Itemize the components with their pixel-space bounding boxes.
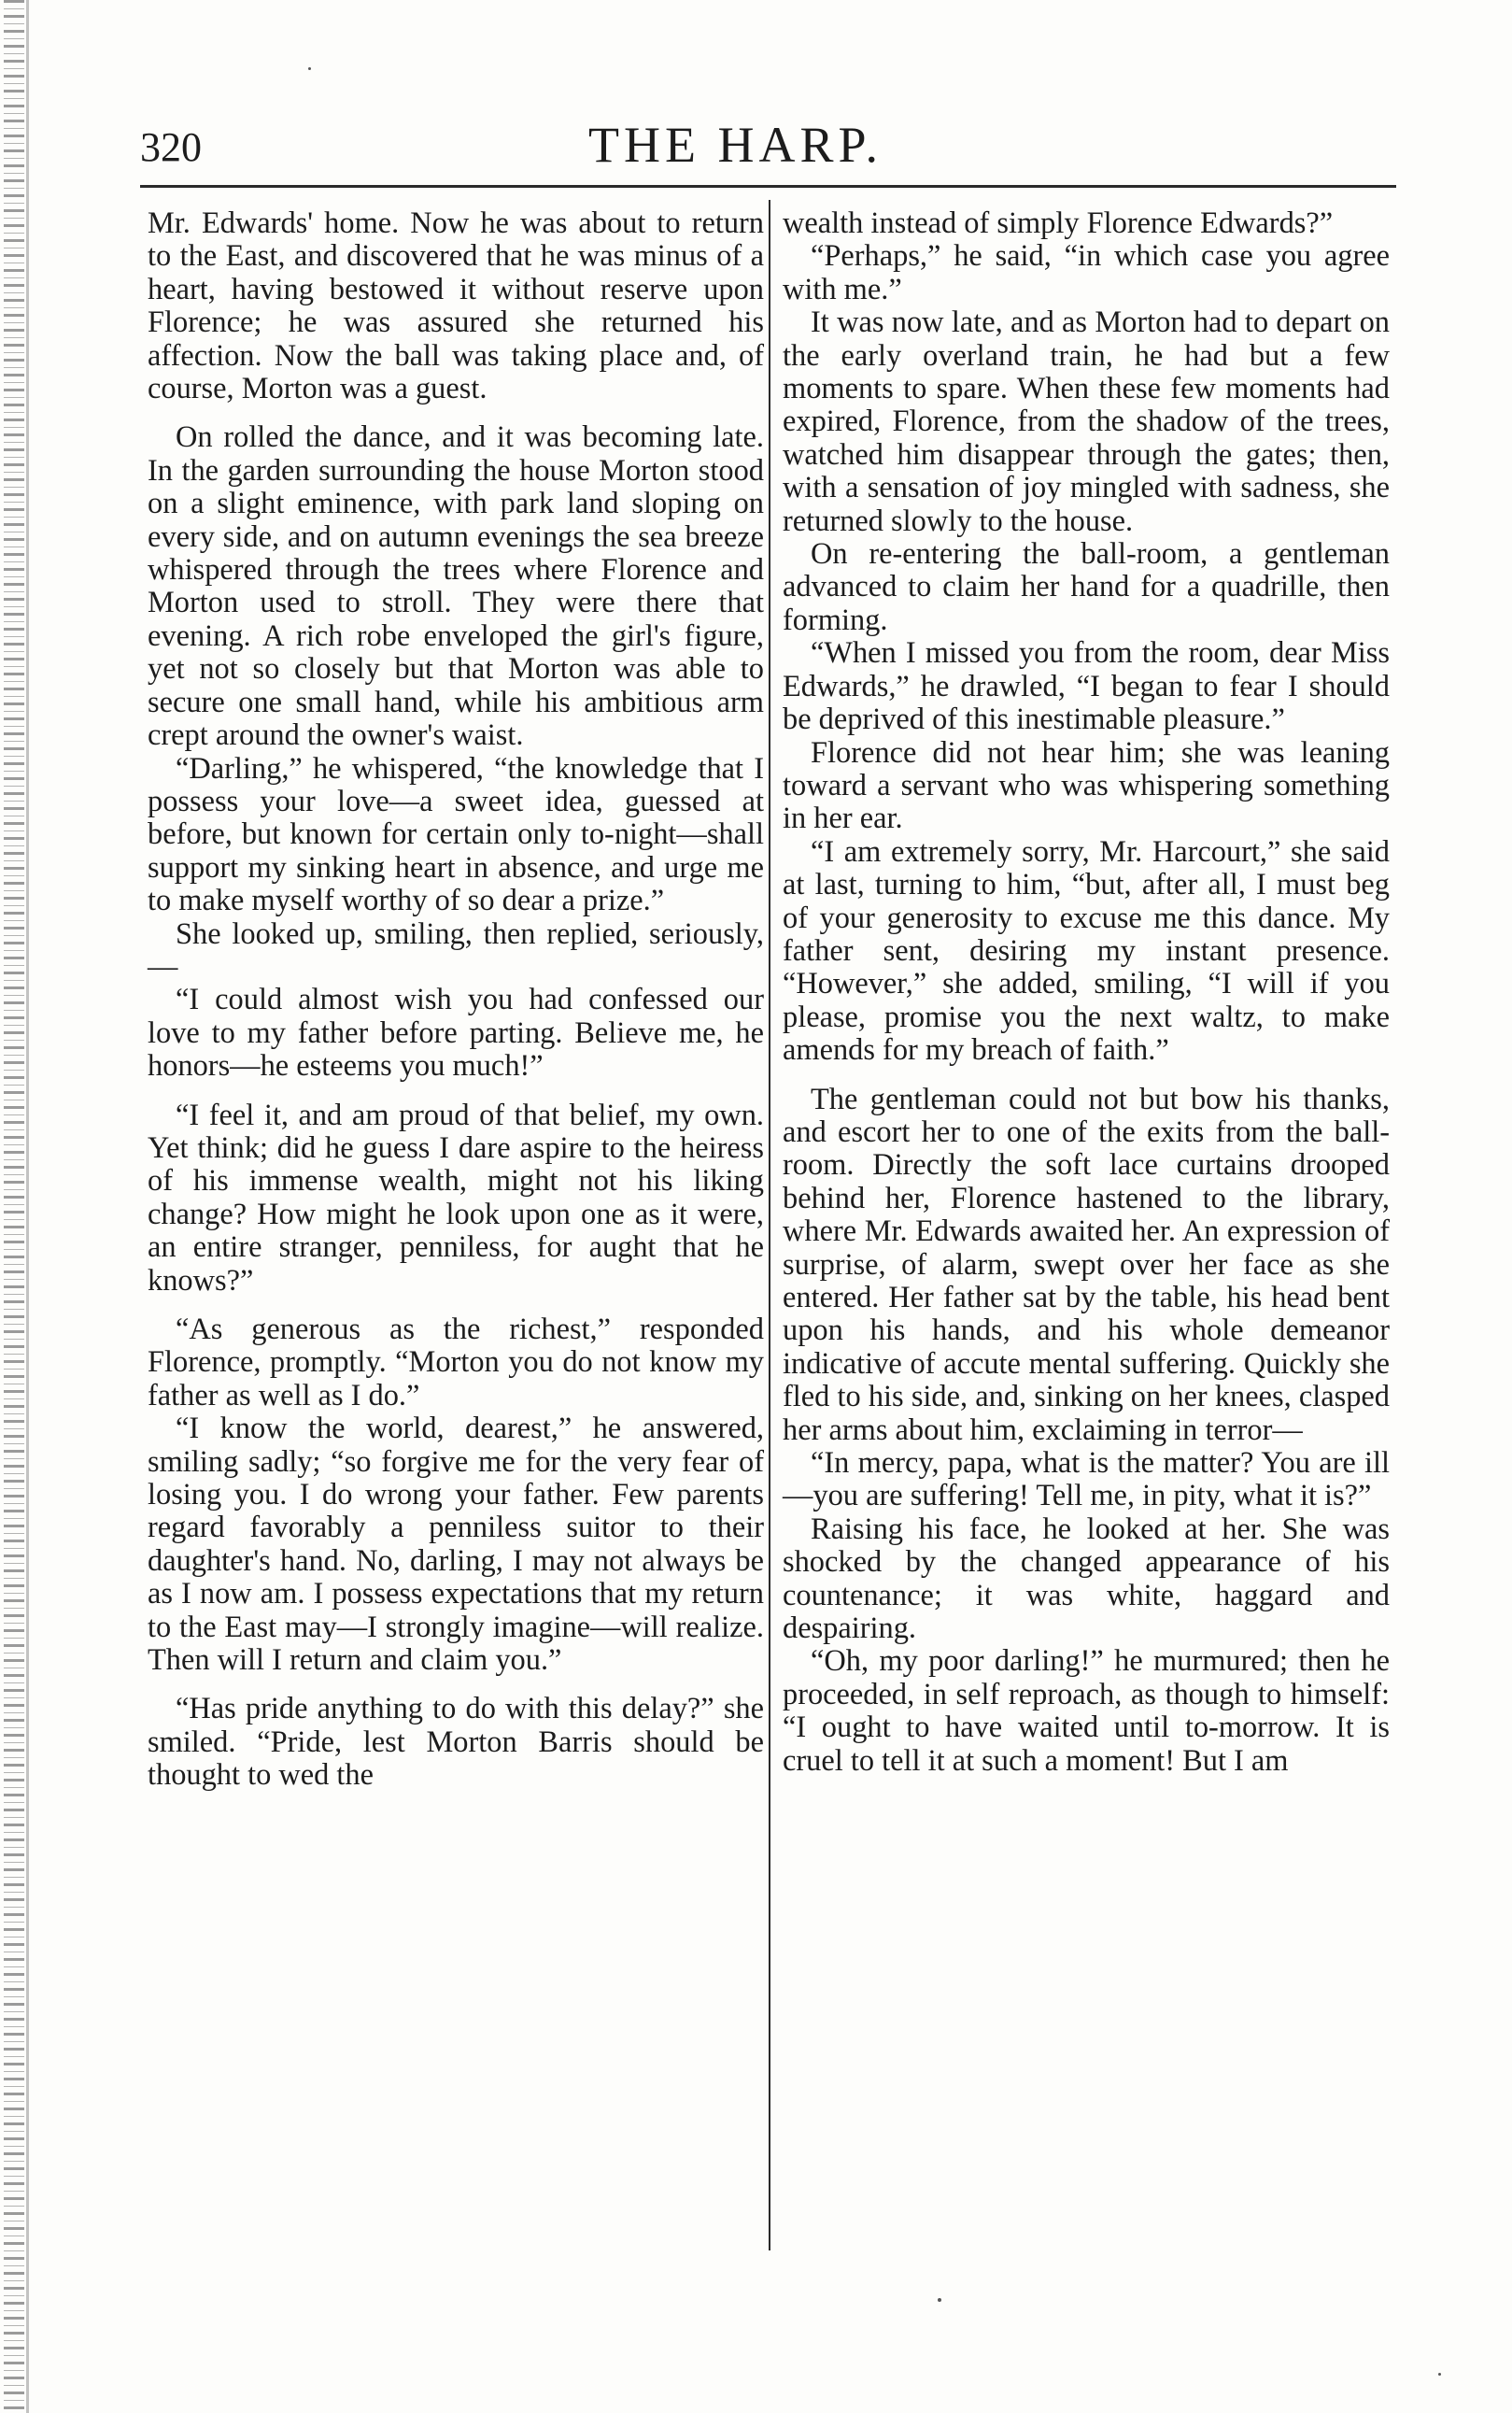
paragraph: “Oh, my poor darling!” he murmured; then he proceeded, in self reproach, as though to himself: “I ought to have waited until to-morrow. It is cruel to tell it at such a moment! But I am <box>783 1644 1390 1778</box>
paragraph: “In mercy, papa, what is the matter? You are ill—you are suffering! Tell me, in pity, what it is?” <box>783 1446 1390 1513</box>
print-speck <box>1438 2373 1441 2376</box>
page-binding-line <box>26 0 29 2413</box>
page-binding-edge <box>4 0 24 2413</box>
paragraph: It was now late, and as Morton had to depart on the early overland train, he had but a few moments to spare. When these few moments had expired, Florence, from the shadow of the trees, watched him disappear through the gates; then, with a sensation of joy mingled with sadness, she returned slowly to the house. <box>783 305 1390 538</box>
paragraph: “I feel it, and am proud of that belief, my own. Yet think; did he guess I dare aspire to the heiress of his immense wealth, might not his liking change? How might he look upon one as it were, an entire stranger, penniless, for aught that he knows?” <box>148 1098 764 1298</box>
paragraph: She looked up, smiling, then replied, seriously,— <box>148 916 764 984</box>
paragraph: Mr. Edwards' home. Now he was about to return to the East, and discovered that he was minus of a heart, having bestowed it without reserve upon Florence; he was assured she returned his affection. Now the ball was taking place and, of course, Morton was a guest. <box>148 206 764 406</box>
left-column <box>148 207 764 1793</box>
print-speck <box>938 2298 941 2302</box>
paragraph: “I could almost wish you had confessed our love to my father before parting. Believe me, he honors—he esteems you much!” <box>148 983 764 1084</box>
paragraph: wealth instead of simply Florence Edwards?” <box>783 206 1334 240</box>
paragraph: “When I missed you from the room, dear Miss Edwards,” he drawled, “I began to fear I should be deprived of this inestimable pleasure.” <box>783 636 1390 737</box>
paragraph: Raising his face, he looked at her. She was shocked by the changed appearance of his countenance; it was white, haggard and despairing. <box>783 1512 1390 1646</box>
paragraph: “I know the world, dearest,” he answered, smiling sadly; “so forgive me for the very fear of losing you. I do wrong your father. Few parents regard favorably a penniless suitor to their daughter's hand. No, darling, I may not always be as I now am. I possess expectations that my return to the East may—I strongly imagine—will realize. Then will I return and claim you.” <box>148 1412 764 1678</box>
paragraph: Florence did not hear him; she was leaning toward a servant who was whispering something in her ear. <box>783 735 1390 836</box>
page-number: 320 <box>140 124 202 170</box>
print-speck <box>308 67 311 70</box>
paragraph: On re-entering the ball-room, a gentleman advanced to claim her hand for a quadrille, then forming. <box>783 537 1390 637</box>
page-header <box>131 110 1401 185</box>
column-rule <box>769 200 770 2250</box>
paragraph: “As generous as the richest,” responded Florence, promptly. “Morton you do not know my father as well as I do.” <box>148 1313 764 1412</box>
paragraph: “Darling,” he whispered, “the knowledge that I possess your love—a sweet idea, guessed at before, but known for certain only to-night—shall support my sinking heart in absence, and urge me to make myself worthy of so dear a prize.” <box>148 751 764 918</box>
paragraph: “I am extremely sorry, Mr. Harcourt,” she said at last, turning to him, “but, after all, I must beg of your generosity to excuse me this dance. My father sent, desiring my instant presence. “However,” she added, smiling, “I will if you please, promise you the next waltz, to make amends for my breach of faith.” <box>783 834 1390 1068</box>
paragraph: “Has pride anything to do with this delay?” she smiled. “Pride, lest Morton Barris should be thought to wed the <box>148 1692 764 1793</box>
paragraph: On rolled the dance, and it was becoming late. In the garden surrounding the house Morton stood on a slight eminence, with park land sloping on every side, and on autumn evenings the sea breeze whispered through the trees where Florence and Morton used to stroll. They were there that evening. A rich robe enveloped the girl's figure, yet not so closely but that Morton was able to secure one small hand, while his ambitious arm crept around the owner's waist. <box>148 420 764 753</box>
running-title: THE HARP. <box>588 117 883 173</box>
right-column <box>783 207 1390 1778</box>
paragraph: The gentleman could not but bow his thanks, and escort her to one of the exits from the ball-room. Directly the soft lace curtains drooped behind her, Florence hastened to the library, where Mr. Edwards awaited her. An expression of surprise, of alarm, swept over her face as she entered. Her father sat by the table, his head bent upon his hands, and his whole demeanor indicative of accute mental suffering. Quickly she fled to his side, and, sinking on her knees, clasped her arms about him, exclaiming in terror— <box>783 1082 1390 1447</box>
paragraph: “Perhaps,” he said, “in which case you agree with me.” <box>783 239 1390 306</box>
header-rule <box>140 185 1396 188</box>
